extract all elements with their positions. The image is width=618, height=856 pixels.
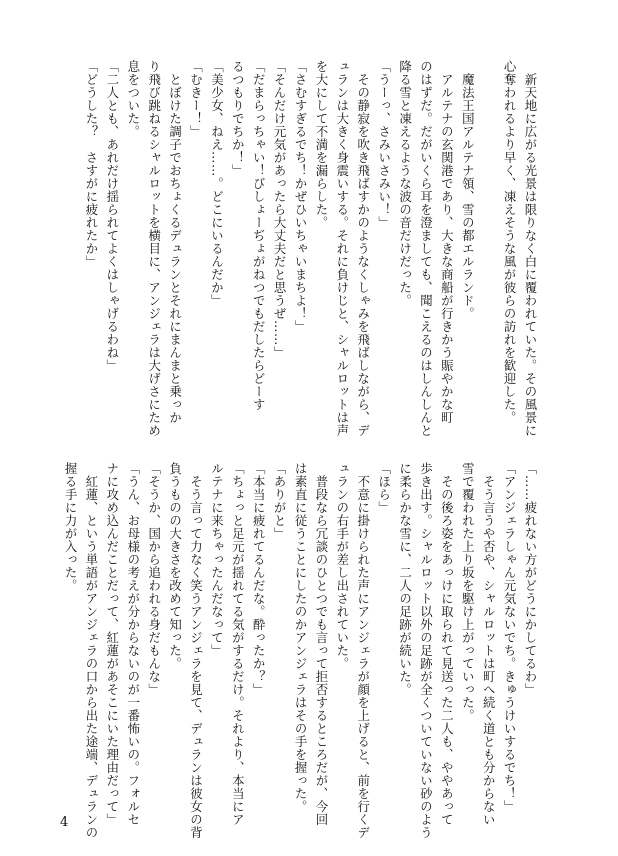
text-line: 雪で覆われた上り坂を駆け上がっていった。 — [460, 462, 476, 722]
text-line: 「……疲れない方がどうにかしてるわ」 — [523, 462, 538, 696]
text-line: 息をついた。 — [125, 60, 141, 138]
text-line: 「うーっ、さみいさみい！」 — [376, 60, 392, 229]
text-line: 「ほら」 — [376, 462, 392, 514]
text-line: 魔法王国アルテナ領、雪の都エルランド。 — [460, 60, 476, 320]
page-number: 4 — [60, 815, 69, 830]
text-line: ュランは大きく身震いする。それに負けじと、シャルロットは声 — [334, 60, 350, 437]
text-line: 歩き出す。シャルロット以外の足跡が全くついていない砂のよう — [418, 462, 434, 839]
text-line: 負うものの大きさを改めて知った。 — [167, 462, 183, 670]
text-line: 紅蓮、という単語がアンジェラの口から出た途端、デュランの — [83, 462, 99, 839]
text-line: 「そんだけ元気があったら大丈夫だと思うぜ……」 — [272, 60, 288, 359]
text-line: 「うん、お母様の考えが分からないのが一番怖いの。フォルセ — [125, 462, 141, 826]
text-line: ュランの右手が差し出されていた。 — [334, 462, 350, 670]
text-line: 「本当に疲れてるんだな。酔ったか？」 — [251, 462, 267, 696]
text-line: 普段なら冗談のひとつでも言って拒否するところだが、今回 — [313, 462, 329, 826]
text-line: ナに攻め込んだことだって、紅蓮があそこにいた理由だって」 — [104, 462, 120, 826]
text-line: のはずだ。だがいくら耳を澄ましても、聞こえるのはしんしんと — [418, 60, 434, 437]
text-line: は素直に従うことにしたのかアンジェラはその手を握った。 — [293, 462, 309, 813]
text-line: ルテナに来ちゃったんだなって」 — [209, 462, 225, 657]
text-line: 「美少女、ねえ……。どこにいるんだか」 — [209, 60, 225, 307]
text-line: そう言うや否や、シャルロットは町へ続く道とも分からない — [481, 462, 497, 826]
text-line: るつもりでちか！」 — [230, 60, 246, 177]
text-line: そう言って力なく笑うアンジェラを見て、デュランは彼女の背 — [188, 462, 204, 839]
text-line: 「二人とも、あれだけ揺られてよくはしゃげるわね」 — [104, 60, 120, 372]
text-line: 握る手に力が入った。 — [63, 462, 79, 592]
text-line: 「そうか、国から追われる身だもんな」 — [146, 462, 162, 696]
text-line: 不意に掛けられた声にアンジェラが顔を上げると、前を行くデ — [355, 462, 371, 839]
text-line: り飛び跳ねるシャルロットを横目に、アンジェラは大げさにため — [146, 60, 162, 437]
text-line: とぼけた調子でおちょくるデュランとそれにまんまと乗っか — [167, 60, 183, 424]
text-line: 「さむすぎるでち！かぜひいちゃいまちよ！」 — [293, 60, 309, 333]
text-line: 「ちょっと足元が揺れてる気がするだけ。それより、本当にア — [230, 462, 246, 826]
text-line: 心奪われるより早く、凍えそうな風が彼らの訪れを歓迎した。 — [502, 60, 518, 424]
text-block-lower — [63, 462, 540, 839]
text-line: 「どうした？ さすがに疲れたか」 — [83, 60, 99, 268]
text-line: を大にして不満を漏らした。 — [313, 60, 329, 229]
text-line: 「ありがと」 — [272, 462, 288, 540]
text-line: その後ろ姿をあっけに取られて見送った二人も、ややあって — [439, 462, 455, 826]
text-line: 降る雪と凍えるような波の音だけだった。 — [397, 60, 413, 307]
text-line: その静寂を吹き飛ばすかのようなくしゃみを飛ばしながら、デ — [355, 60, 371, 437]
text-line: 「むきー！」 — [188, 60, 204, 138]
text-line: 「だまらっちゃい！びしょーぢょがねつでもだしたらどーす — [251, 60, 267, 411]
text-line: に柔らかな雪に、二人の足跡が続いた。 — [397, 462, 413, 696]
text-block-upper — [83, 60, 540, 437]
text-line: 新天地に広がる光景は限りなく白に覆われていた。その風景に — [523, 60, 538, 437]
text-line — [477, 60, 498, 390]
text-line: アルテナの玄関港であり、大きな商船が行きかう賑やかな町 — [439, 60, 455, 424]
text-line: 「アンジェラしゃん元気ないでち。きゅうけいするでち！」 — [502, 462, 518, 813]
